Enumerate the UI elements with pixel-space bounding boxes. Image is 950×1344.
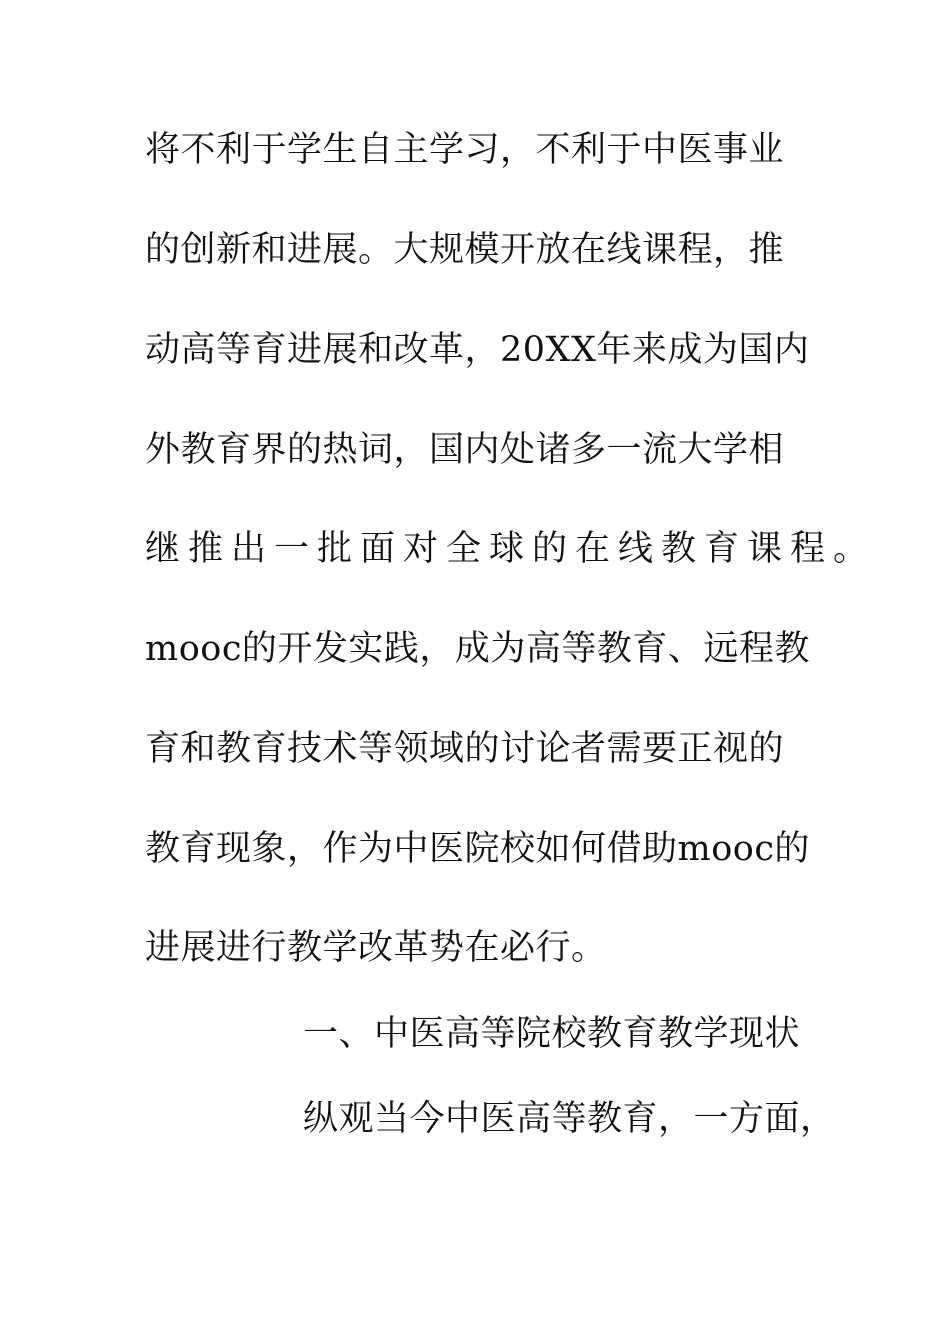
body-text-line-6: mooc的开发实践，成为高等教育、远程教 xyxy=(145,629,810,669)
section-heading: 一、中医高等院校教育教学现状 xyxy=(303,1014,801,1054)
body-text-line-9: 进展进行教学改革势在必行。 xyxy=(145,928,607,968)
body-text-line-7: 育和教育技术等领域的讨论者需要正视的 xyxy=(145,729,785,769)
body-text-line-3: 动高等育进展和改革，20XX年来成为国内 xyxy=(145,330,810,370)
body-text-line-8: 教育现象，作为中医院校如何借助mooc的 xyxy=(145,829,810,869)
paragraph-first-line: 纵观当今中医高等教育，一方面， xyxy=(303,1099,836,1139)
body-text-line-1: 将不利于学生自主学习，不利于中医事业 xyxy=(145,130,785,170)
body-text-line-2: 的创新和进展。大规模开放在线课程，推 xyxy=(145,230,785,270)
body-text-line-4: 外教育界的热词，国内处诸多一流大学相 xyxy=(145,430,785,470)
body-text-line-5: 继推出一批面对全球的在线教育课程。 xyxy=(145,529,877,569)
